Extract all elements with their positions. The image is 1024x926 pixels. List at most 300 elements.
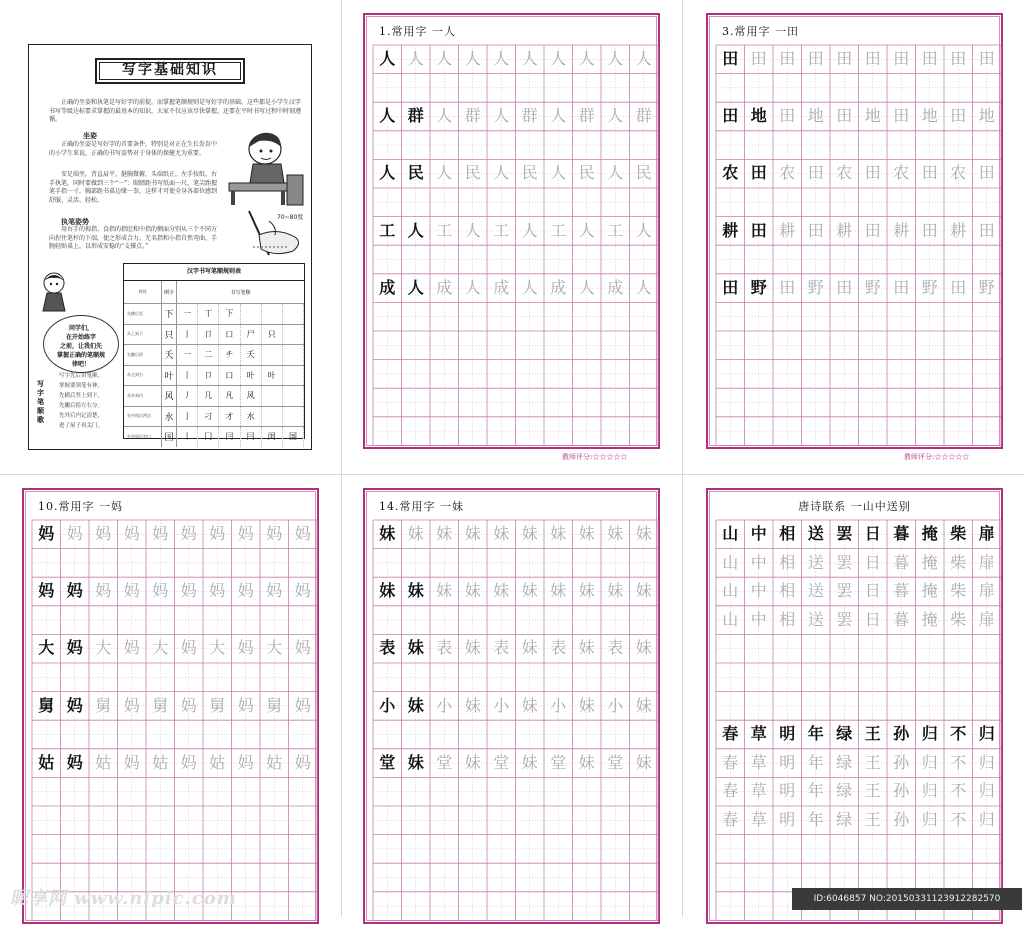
- table-title: 汉字书写笔顺规则表: [124, 264, 304, 281]
- practice-sheet-tian: [706, 13, 1003, 449]
- trace-character: 妹: [635, 638, 652, 658]
- trace-character: 日: [864, 552, 881, 572]
- trace-character: 妹: [635, 524, 652, 543]
- trace-character: 春: [722, 810, 739, 829]
- trace-character: 人: [578, 49, 595, 68]
- speech-line: 同学们，: [68, 325, 93, 332]
- trace-character: 地: [864, 106, 881, 126]
- model-character: 人: [379, 163, 396, 183]
- rule-name: 从上到下: [124, 325, 162, 345]
- stroke-step: 叶: [262, 366, 283, 386]
- model-character: 不: [950, 724, 967, 744]
- trace-character: 小: [607, 695, 624, 715]
- intro-text: 正确的坐姿和执笔是写好字的前提，而掌握笔顺规则是写好字的基础。这些都是小学生汉字书写等级达标要求掌握的最基本的知识，大家不仅应该尽快掌握，还要在平时书写过程中时刻遵循。: [49, 99, 302, 123]
- trace-character: 罢: [836, 552, 853, 572]
- trace-character: 农: [836, 163, 853, 183]
- table-row: [124, 325, 304, 346]
- model-character: 人: [407, 220, 424, 240]
- trace-character: 妈: [266, 581, 283, 601]
- trace-character: 妈: [123, 638, 140, 658]
- trace-character: 表: [550, 638, 567, 658]
- trace-character: 舅: [152, 695, 169, 715]
- trace-character: 工: [436, 220, 453, 240]
- trace-character: 田: [864, 49, 881, 68]
- trace-character: 人: [521, 220, 538, 240]
- trace-character: 表: [493, 638, 510, 658]
- trace-character: 日: [864, 609, 881, 629]
- trace-character: 年: [807, 781, 824, 801]
- trace-character: 孙: [893, 752, 910, 772]
- trace-character: 妈: [180, 752, 197, 772]
- model-character: 柴: [950, 524, 967, 543]
- stroke-step: 一: [177, 345, 198, 365]
- trace-character: 妈: [95, 581, 112, 601]
- trace-character: 地: [807, 106, 824, 126]
- trace-character: 野: [978, 277, 995, 297]
- model-character: 妈: [66, 581, 83, 601]
- trace-character: 妈: [123, 695, 140, 715]
- trace-character: 人: [607, 49, 624, 68]
- model-character: 罢: [836, 524, 853, 543]
- trace-character: 妈: [180, 695, 197, 715]
- trace-character: 大: [209, 638, 226, 658]
- page-divider: [682, 0, 683, 917]
- stroke-step: 凡: [219, 386, 240, 406]
- trace-character: 表: [436, 638, 453, 658]
- student-writing-illustration: [225, 127, 307, 207]
- trace-character: 中: [750, 609, 767, 629]
- trace-character: 妹: [464, 581, 481, 601]
- page-title: 写字基础知识: [95, 58, 245, 84]
- trace-character: 人: [550, 49, 567, 68]
- trace-character: 归: [978, 810, 995, 829]
- trace-character: 田: [950, 49, 967, 68]
- trace-character: 舅: [209, 695, 226, 715]
- trace-character: 妈: [237, 581, 254, 601]
- model-character: 妹: [407, 752, 424, 772]
- grip-text: 用右手的拇指、食指的指肚和中指的侧面分别从三个不同方向捏住笔杆的下端，使之形成合力。无名指和小指自然弯曲，手腕轻贴桌上，以形成安稳的“支撑点。”: [49, 226, 218, 250]
- trace-character: 人: [436, 163, 453, 183]
- rule-name: 从左到右: [124, 366, 162, 386]
- trace-character: 草: [750, 752, 767, 772]
- trace-character: 妹: [607, 581, 624, 601]
- trace-character: 姑: [209, 752, 226, 772]
- trace-character: 妈: [294, 581, 311, 601]
- trace-character: 妈: [123, 581, 140, 601]
- stroke-sequence: [177, 407, 304, 427]
- trace-character: 地: [921, 106, 938, 126]
- stroke-step: [283, 407, 304, 427]
- trace-character: 柴: [950, 609, 967, 629]
- trace-character: 田: [893, 106, 910, 126]
- table-row: [124, 366, 304, 387]
- trace-character: 妹: [521, 752, 538, 772]
- trace-character: 田: [779, 106, 796, 126]
- model-character: 中: [750, 524, 767, 543]
- model-character: 妹: [407, 581, 424, 601]
- trace-character: 群: [464, 106, 481, 126]
- trace-character: 明: [779, 781, 796, 801]
- stroke-step: [283, 325, 304, 345]
- table-body: [124, 304, 304, 447]
- trace-character: 人: [464, 277, 481, 297]
- stroke-step: チ: [219, 345, 240, 365]
- trace-character: 大: [95, 638, 112, 658]
- sheet-title: 3.常用字 一田: [722, 25, 799, 38]
- model-character: 明: [779, 724, 796, 744]
- model-character: 成: [379, 277, 396, 297]
- trace-character: 人: [464, 220, 481, 240]
- model-character: 大: [38, 638, 55, 658]
- trace-character: 绿: [836, 752, 853, 772]
- model-character: 田: [722, 277, 739, 297]
- trace-character: 人: [521, 49, 538, 68]
- trace-character: 妈: [209, 581, 226, 601]
- trace-character: 妹: [436, 524, 453, 543]
- trace-character: 春: [722, 752, 739, 772]
- model-character: 妈: [66, 638, 83, 658]
- trace-character: 群: [578, 106, 595, 126]
- trace-character: 春: [722, 781, 739, 801]
- trace-character: 妈: [95, 524, 112, 543]
- trace-character: 工: [607, 220, 624, 240]
- model-character: 绿: [836, 724, 853, 744]
- trace-character: 耕: [779, 220, 796, 240]
- rhyme-line: 先横后竖上到下，: [59, 393, 104, 399]
- trace-character: 田: [750, 49, 767, 68]
- speech-line: 律吧！: [71, 361, 90, 368]
- stroke-step: 下: [219, 304, 240, 324]
- trace-character: 草: [750, 781, 767, 801]
- stroke-step: 几: [198, 386, 219, 406]
- page-divider: [0, 474, 1024, 475]
- example-char: 夭: [162, 345, 177, 365]
- table-row: [124, 407, 304, 428]
- rhyme-line: 掌握要领笔有神。: [59, 383, 104, 389]
- trace-character: 农: [950, 163, 967, 183]
- model-character: 姑: [38, 752, 55, 772]
- model-character: 妈: [66, 752, 83, 772]
- trace-character: 妹: [635, 695, 652, 715]
- page-divider: [341, 0, 342, 917]
- trace-character: 人: [493, 163, 510, 183]
- trace-character: 掩: [921, 609, 938, 629]
- trace-character: 小: [550, 695, 567, 715]
- trace-character: 罢: [836, 609, 853, 629]
- trace-character: 日: [864, 581, 881, 601]
- model-character: 孙: [893, 724, 910, 744]
- trace-character: 田: [978, 220, 995, 240]
- trace-character: 妹: [464, 752, 481, 772]
- stroke-step: 只: [262, 325, 283, 345]
- trace-character: 相: [779, 581, 796, 601]
- trace-character: 民: [464, 163, 481, 183]
- table-header-row: [124, 281, 304, 304]
- model-character: 春: [722, 724, 739, 744]
- header-sequence: 书写笔顺: [230, 289, 251, 296]
- trace-character: 人: [635, 49, 652, 68]
- model-character: 归: [978, 724, 995, 744]
- trace-character: 罢: [836, 581, 853, 601]
- table-row: [124, 427, 304, 447]
- trace-character: 人: [407, 49, 424, 68]
- trace-character: 田: [779, 277, 796, 297]
- trace-character: 人: [635, 220, 652, 240]
- model-character: 地: [750, 106, 767, 126]
- trace-character: 妹: [521, 695, 538, 715]
- model-character: 归: [921, 724, 938, 744]
- trace-character: 王: [864, 781, 881, 801]
- model-character: 民: [407, 163, 424, 183]
- trace-character: 姑: [152, 752, 169, 772]
- trace-character: 人: [550, 106, 567, 126]
- trace-character: 妹: [493, 524, 510, 543]
- trace-character: 明: [779, 810, 796, 829]
- trace-character: 妹: [464, 695, 481, 715]
- stroke-step: [262, 407, 283, 427]
- trace-character: 送: [807, 581, 824, 601]
- trace-character: 妈: [123, 752, 140, 772]
- trace-character: 妈: [237, 524, 254, 543]
- trace-character: 送: [807, 552, 824, 572]
- rhyme-line: 进了屋子再关门。: [59, 423, 104, 429]
- trace-character: 群: [635, 106, 652, 126]
- trace-character: 妹: [550, 581, 567, 601]
- trace-character: 堂: [550, 752, 567, 772]
- table-row: [124, 386, 304, 407]
- trace-character: 不: [950, 781, 967, 801]
- image-id-label: ID:6046857 NO:20150331123912282570: [792, 888, 1022, 910]
- trace-character: 工: [550, 220, 567, 240]
- trace-character: 妈: [237, 695, 254, 715]
- trace-character: 妈: [180, 638, 197, 658]
- basics-page: [28, 44, 312, 450]
- trace-character: 田: [950, 277, 967, 297]
- model-character: 相: [779, 524, 796, 543]
- trace-character: 野: [864, 277, 881, 297]
- stroke-step: 夭: [241, 345, 262, 365]
- sheet-title: 1.常用字 一人: [379, 25, 456, 38]
- stroke-step: 风: [241, 386, 262, 406]
- trace-character: 田: [836, 49, 853, 68]
- model-character: 群: [407, 106, 424, 126]
- stroke-step: [283, 366, 304, 386]
- trace-character: 妹: [464, 638, 481, 658]
- trace-character: 妹: [578, 752, 595, 772]
- trace-character: 归: [921, 781, 938, 801]
- pen-grip-illustration: [229, 207, 309, 263]
- speech-line: 掌握正确的笔顺规: [56, 352, 105, 359]
- stroke-step: [283, 386, 304, 406]
- rhyme-line: 先外后内记清楚，: [59, 413, 104, 419]
- stroke-step: 丨: [177, 366, 198, 386]
- trace-character: 不: [950, 810, 967, 829]
- trace-character: 妈: [123, 524, 140, 543]
- trace-character: 人: [493, 49, 510, 68]
- model-character: 表: [379, 638, 396, 658]
- stroke-step: 国: [283, 427, 304, 447]
- model-character: 耕: [722, 220, 739, 240]
- trace-character: 耕: [950, 220, 967, 240]
- model-character: 人: [379, 106, 396, 126]
- trace-character: 堂: [493, 752, 510, 772]
- stroke-step: 才: [219, 407, 240, 427]
- stroke-step: [241, 304, 262, 324]
- trace-character: 成: [550, 277, 567, 297]
- model-character: 年: [807, 724, 824, 744]
- trace-character: 年: [807, 810, 824, 829]
- trace-character: 田: [864, 220, 881, 240]
- trace-character: 妹: [578, 581, 595, 601]
- trace-character: 明: [779, 752, 796, 772]
- trace-character: 田: [807, 49, 824, 68]
- trace-character: 掩: [921, 552, 938, 572]
- trace-character: 归: [921, 810, 938, 829]
- stroke-sequence: [177, 386, 304, 406]
- rhyme-text: [59, 371, 103, 431]
- model-character: 野: [750, 277, 767, 297]
- trace-character: 人: [493, 106, 510, 126]
- stroke-step: 丅: [198, 304, 219, 324]
- practice-sheet-ma: [22, 488, 319, 924]
- trace-character: 舅: [266, 695, 283, 715]
- trace-character: 民: [635, 163, 652, 183]
- trace-character: 妹: [635, 581, 652, 601]
- example-char: 国: [162, 427, 177, 447]
- stroke-step: 一: [177, 304, 198, 324]
- stroke-step: 丿: [177, 386, 198, 406]
- stroke-step: [262, 304, 283, 324]
- stroke-step: 卩: [198, 366, 219, 386]
- example-char: 风: [162, 386, 177, 406]
- trace-character: 妈: [152, 581, 169, 601]
- trace-character: 妹: [464, 524, 481, 543]
- model-character: 人: [407, 277, 424, 297]
- trace-character: 田: [921, 49, 938, 68]
- stroke-step: 丨: [177, 427, 198, 447]
- trace-character: 不: [950, 752, 967, 772]
- trace-character: 中: [750, 552, 767, 572]
- model-character: 田: [750, 163, 767, 183]
- trace-character: 送: [807, 609, 824, 629]
- stroke-sequence: [177, 427, 304, 447]
- model-character: 田: [750, 220, 767, 240]
- speech-line: 之前，让我们先: [59, 343, 102, 350]
- stroke-step: 丨: [177, 325, 198, 345]
- rule-name: 先横后竖: [124, 304, 162, 324]
- trace-character: 妹: [521, 638, 538, 658]
- trace-character: 扉: [978, 581, 995, 601]
- trace-character: 绿: [836, 810, 853, 829]
- trace-character: 妹: [521, 581, 538, 601]
- trace-character: 成: [436, 277, 453, 297]
- trace-character: 妈: [294, 695, 311, 715]
- trace-character: 田: [921, 220, 938, 240]
- trace-character: 孙: [893, 810, 910, 829]
- stroke-step: 口: [219, 366, 240, 386]
- trace-character: 妈: [294, 638, 311, 658]
- model-character: 田: [722, 106, 739, 126]
- trace-character: 小: [436, 695, 453, 715]
- rhyme-line: 写字先后讲笔顺，: [59, 373, 104, 379]
- model-character: 王: [864, 724, 881, 744]
- model-character: 掩: [921, 524, 938, 543]
- trace-character: 人: [521, 277, 538, 297]
- stroke-sequence: [177, 366, 304, 386]
- teacher-rating: 教师评分:☆☆☆☆☆: [562, 453, 628, 461]
- posture-heading: 坐姿: [83, 131, 97, 140]
- trace-character: 妈: [152, 524, 169, 543]
- table-row: [124, 304, 304, 325]
- trace-character: 妈: [237, 638, 254, 658]
- trace-character: 人: [578, 277, 595, 297]
- trace-character: 妹: [578, 524, 595, 543]
- trace-character: 人: [550, 163, 567, 183]
- header-example: 例字: [162, 281, 177, 303]
- trace-character: 人: [607, 106, 624, 126]
- trace-character: 妹: [407, 524, 424, 543]
- trace-character: 妈: [294, 752, 311, 772]
- posture-text: 正确的坐姿是写好字的首要条件，特别是对正在生长发育中的小学生来说，正确的书写姿势对于身体的保健尤为重要。: [49, 141, 218, 157]
- stroke-step: 冂: [198, 427, 219, 447]
- stroke-step: 水: [241, 407, 262, 427]
- example-char: 只: [162, 325, 177, 345]
- model-character: 送: [807, 524, 824, 543]
- practice-sheet-mei: [363, 488, 660, 924]
- stroke-step: 口: [219, 325, 240, 345]
- practice-sheet-ren: [363, 13, 660, 449]
- trace-character: 妹: [578, 638, 595, 658]
- trace-character: 年: [807, 752, 824, 772]
- trace-character: 耕: [893, 220, 910, 240]
- trace-character: 妹: [550, 524, 567, 543]
- example-char: 下: [162, 304, 177, 324]
- trace-character: 工: [493, 220, 510, 240]
- rule-name: 先中间后两边: [124, 407, 162, 427]
- trace-character: 人: [578, 220, 595, 240]
- stroke-step: [283, 304, 304, 324]
- trace-character: 妹: [436, 581, 453, 601]
- trace-character: 妹: [578, 695, 595, 715]
- trace-character: 相: [779, 552, 796, 572]
- model-character: 山: [722, 524, 739, 543]
- trace-character: 民: [578, 163, 595, 183]
- trace-character: 人: [464, 49, 481, 68]
- stroke-sequence: [177, 325, 304, 345]
- trace-character: 柴: [950, 581, 967, 601]
- stroke-step: [262, 386, 283, 406]
- rhyme-line: 先撇后捺左右分。: [59, 403, 104, 409]
- stroke-step: [283, 345, 304, 365]
- trace-character: 妈: [209, 524, 226, 543]
- trace-character: 姑: [95, 752, 112, 772]
- rhyme-title: 写字笔顺歌: [37, 379, 44, 424]
- stroke-step: 亅: [177, 407, 198, 427]
- model-character: 农: [722, 163, 739, 183]
- model-character: 堂: [379, 752, 396, 772]
- trace-character: 相: [779, 609, 796, 629]
- stroke-step: 刁: [198, 407, 219, 427]
- trace-character: 田: [921, 163, 938, 183]
- trace-character: 扉: [978, 609, 995, 629]
- trace-character: 归: [978, 781, 995, 801]
- trace-character: 田: [836, 106, 853, 126]
- header-rule: 规则: [124, 281, 162, 303]
- trace-character: 草: [750, 810, 767, 829]
- trace-character: 小: [493, 695, 510, 715]
- rule-name: 从外到内: [124, 386, 162, 406]
- trace-character: 田: [779, 49, 796, 68]
